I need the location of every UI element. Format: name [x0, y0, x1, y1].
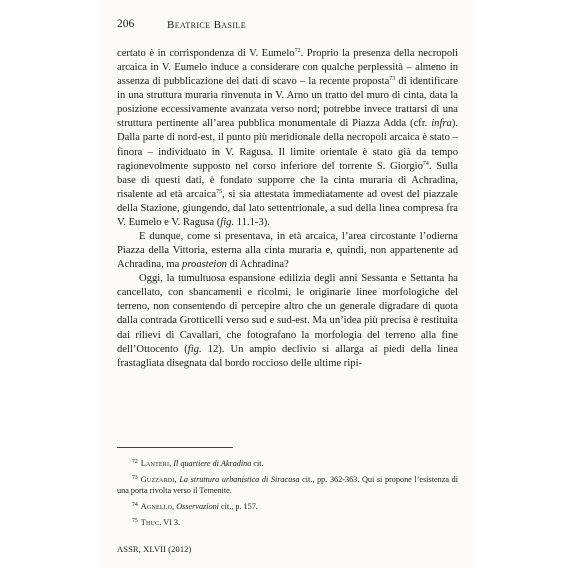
footnote-number: 74	[132, 502, 138, 509]
footnote-text: cit., pp. 362-363. Qui si propone l’esistenza di una porta rivolta verso il Temenite.	[117, 474, 458, 496]
footnote-separator: .	[159, 518, 164, 528]
footnote-title: Il quartiere di Akradina	[173, 459, 252, 468]
footnote-title: Osservazioni	[176, 502, 219, 512]
footnote	[117, 473, 458, 497]
footnote-separator: ,	[172, 502, 177, 512]
body-text	[117, 47, 458, 371]
footnote-rule	[117, 447, 233, 448]
footnote-ref: 75	[216, 188, 223, 195]
footnote-ref: 73	[389, 76, 396, 83]
footnote-author: Lanteri	[140, 459, 170, 468]
text-run: Oggi, la tumultuosa espansione edilizia degli anni Sessanta e Settanta ha cancellato, con sbancamenti e ricolmi, le originarie linee morfologiche del terreno, non consentendo di percepire altro che un generale digradare di quota dalla contrada Grotticelli verso sud e sud-est. Ma un’idea più precisa è restituita dai rilievi di Cavallari, che fotografano la morfologia del terreno alla fine dell’Ottocento (	[117, 273, 458, 355]
text-run: ). Dalla parte di nord-est, il punto più meridionale della necropoli arcaica è stato – finora – individuato in V. Ragusa. Il limite orientale è stato già da tempo ragionevolmente supposto nel corso inferiore del torrente S. Giorgio	[117, 118, 458, 172]
text-run: . Proprio la presenza della necropoli arcaica in V. Eumelo induce a considerare con qualche perplessità – almeno in assenza di pubblicazione dei dati di scavo – la recente proposta	[117, 48, 458, 88]
italic-run: infra	[431, 118, 452, 130]
footnote-author: Guzzardi	[140, 474, 175, 484]
text-run: 12). Un ampio declivio si allarga ai piedi della linea frastagliata disegnata dal bordo roccioso delle ultime ripi-	[117, 343, 459, 369]
footnote	[117, 457, 458, 469]
italic-run: fig.	[187, 343, 202, 355]
book-page	[101, 0, 472, 568]
page-footer: ASSR, XLVII (2012)	[117, 544, 192, 554]
italic-run: fig.	[220, 216, 235, 228]
text-run: 11.1-3).	[234, 216, 270, 228]
footnote-text: cit., p. 157.	[218, 502, 258, 512]
footnote-text: cit.	[251, 459, 264, 468]
footnote-number: 75	[132, 518, 138, 525]
footnote-text: VI 3.	[163, 518, 181, 528]
footnote	[117, 516, 458, 528]
footnote-author: Agnello	[140, 502, 173, 512]
running-header	[117, 18, 457, 32]
footnote-ref: 72	[294, 48, 301, 54]
footnote-separator: ,	[169, 459, 174, 468]
text-run: E dunque, come si presentava, in età arcaica, l’area circostante l’odierna Piazza della Vittoria, esterna alla cinta muraria e, quindi, non appartenente ad Achradina, ma	[117, 231, 458, 271]
italic-run: proasteion	[182, 259, 227, 271]
running-head-author: Beatrice Basile	[167, 18, 246, 31]
text-run: certato è in corrispondenza di V. Eumelo	[117, 48, 295, 59]
text-run: di Achradina?	[226, 259, 289, 271]
page-number: 206	[117, 18, 135, 30]
paragraph-3	[117, 272, 458, 371]
footnote-ref: 74	[422, 160, 429, 167]
text-run: , si sia attestata immediatamente ad ovest del piazzale della Stazione, giungendo, dal lato settentrionale, a sud della linea compresa fra V. Eumelo e V. Ragusa (	[117, 188, 459, 228]
footnote-number: 73	[132, 474, 138, 481]
text-run: di identificare in una struttura muraria rinvenuta in V. Arno un tratto del muro di cinta, data la posizione eccessivamente avanzata verso nord; potrebbe invece trattarsi di una struttura pertinente all’area pubblica monumentale di Piazza Adda (cfr.	[117, 76, 458, 130]
footnote-author: Thuc	[140, 518, 160, 528]
footnote-separator: ,	[174, 474, 180, 484]
footnotes	[117, 457, 458, 532]
footnote	[117, 500, 458, 512]
text-run: . Sulla base di questi dati, è fondato supporre che la cinta muraria di Achradina, risalente ad età arcaica	[117, 160, 459, 200]
footnote-number: 72	[132, 459, 138, 465]
paragraph-1	[117, 47, 458, 230]
paragraph-2	[117, 230, 458, 272]
footnote-title: La struttura urbanistica di Siracusa	[179, 474, 300, 484]
